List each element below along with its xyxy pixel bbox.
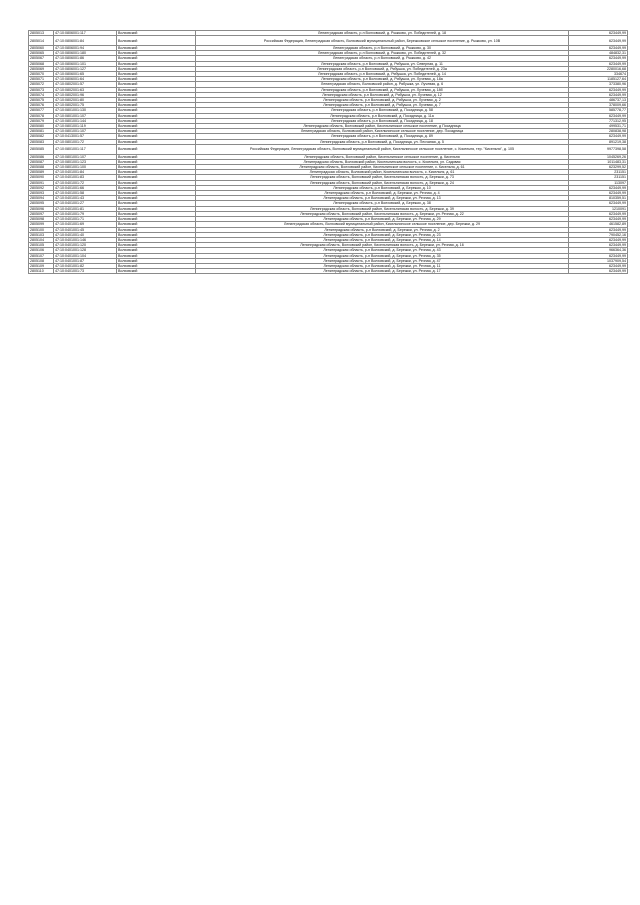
cadastral-value-cell: 623449,99 — [569, 56, 628, 61]
cadastral-number-cell: 47:10:0401001:79 — [54, 211, 117, 216]
row-id-cell: 2805110 — [29, 269, 54, 274]
district-cell: Волховский — [117, 232, 196, 237]
row-id-cell: 2805082 — [29, 134, 54, 139]
cadastral-value-cell: 113097 — [569, 180, 628, 185]
cadastral-value-cell: 484832,31 — [569, 51, 628, 56]
address-cell: Ленинградская область, р-н Волховский, д. Бережки, д. 38 — [196, 201, 569, 206]
row-id-cell: 2805070 — [29, 72, 54, 77]
address-cell: Ленинградская область, р-н Волховский, д. Рябушка, ул. Лучевая, д. 18а — [196, 77, 569, 82]
district-cell: Волховский — [117, 237, 196, 242]
address-cell: Ленинградская область, р-н Волховский, д. Бережки, ул. Речная, д. 17 — [196, 269, 569, 274]
district-cell: Волховский — [117, 196, 196, 201]
cadastral-number-cell: 47:10:0401001:104 — [54, 253, 117, 258]
cadastral-value-cell: 2280016,68 — [569, 66, 628, 71]
row-id-cell: 2805060 — [29, 46, 54, 51]
cadastral-value-cell: 790452,16 — [569, 232, 628, 237]
district-cell: Волховский — [117, 191, 196, 196]
district-cell: Волховский — [117, 201, 196, 206]
cadastral-number-cell: 47:10:0806001:180 — [54, 51, 117, 56]
cadastral-number-cell: 47:10:0801001:107 — [54, 113, 117, 118]
cadastral-value-cell: 9977398,58 — [569, 144, 628, 154]
address-cell: Российская Федерация, Ленинградская область, Волховский муниципальный район, Кисельнинское сельское поселение, с. Кисельня, тер. "Кисельня", д. 105 — [196, 144, 569, 154]
address-cell: Ленинградская область, р-н Волховский, д. Рыжково, ул. Победителей, д. 32 — [196, 51, 569, 56]
district-cell: Волховский — [117, 134, 196, 139]
district-cell: Волховский — [117, 129, 196, 134]
address-cell: Ленинградская область, р-н Волховский, д. Бережки, ул. Речная, д. 14 — [196, 237, 569, 242]
district-cell: Волховский — [117, 217, 196, 222]
address-cell: Ленинградская область, р-н Волховский, д. Бережки, ул. Речная, д. 29 — [196, 217, 569, 222]
district-cell: Волховский — [117, 77, 196, 82]
cadastral-number-cell: 47:10:0401001:84 — [54, 170, 117, 175]
address-cell: Ленинградская область, р-н Волховский, д. Бережки, ул. Речная, д. 43 — [196, 248, 569, 253]
cadastral-number-cell: 47:10:0401001:72 — [54, 180, 117, 185]
row-id-cell: 2805100 — [29, 227, 54, 232]
address-cell: Ленинградская область, р-н Волховский, д. Бережки, д. 10 — [196, 185, 569, 190]
cadastral-value-cell: 966364,36 — [569, 248, 628, 253]
row-id-cell: 2805087 — [29, 159, 54, 164]
cadastral-number-cell: 47:10:0801001:100 — [54, 165, 117, 170]
cadastral-value-cell: 623449,99 — [569, 46, 628, 51]
cadastral-number-cell: 47:10:0413001:57 — [54, 134, 117, 139]
address-cell: Ленинградская область, Волховский район, Кисельнинское сельское поселение, д. Кисельня — [196, 154, 569, 159]
address-cell: Ленинградская область, Волховский район, Кисельнинская волость, с. Кисельня, ул. Садовая — [196, 159, 569, 164]
cadastral-value-cell: 1045269,26 — [569, 154, 628, 159]
district-cell: Волховский — [117, 124, 196, 129]
row-id-cell: 2805104 — [29, 237, 54, 242]
registry-sheet — [28, 30, 626, 274]
cadastral-value-cell: 1011483,31 — [569, 159, 628, 164]
cadastral-value-cell: 231151 — [569, 175, 628, 180]
address-cell: Российская Федерация, Ленинградская область, Волховский муниципальный район, Бережковское сельское поселение, д. Рыжково, ул. 10В — [196, 36, 569, 46]
row-id-cell: 2805071 — [29, 77, 54, 82]
address-cell: Ленинградская область, Волховский район, Кисельнинская волость, д. Бережки, ул. Речная, д. 22 — [196, 211, 569, 216]
table-row — [29, 144, 628, 154]
district-cell: Волховский — [117, 175, 196, 180]
row-id-cell: 2805079 — [29, 118, 54, 123]
district-cell: Волховский — [117, 211, 196, 216]
address-cell: Ленинградская область, р-н Волховский, д. Рябушка, ул. Лучевая, д. 2 — [196, 98, 569, 103]
table-row — [29, 36, 628, 46]
row-id-cell: 2805107 — [29, 253, 54, 258]
table-row — [29, 269, 628, 274]
cadastral-number-cell: 47:10:0401001:71 — [54, 217, 117, 222]
row-id-cell: 2805089 — [29, 170, 54, 175]
cadastral-number-cell: 47:10:0806001:127 — [54, 66, 117, 71]
cadastral-number-cell: 47:10:0401001:66 — [54, 185, 117, 190]
address-cell: Ленинградская область, р-н Волховский, д. Бережки, ул. Речная, д. 47 — [196, 258, 569, 263]
cadastral-number-cell: 47:10:0401001:82 — [54, 263, 117, 268]
cadastral-value-cell: 623449,99 — [569, 185, 628, 190]
cadastral-value-cell: 891219,38 — [569, 139, 628, 144]
row-id-cell: 2805073 — [29, 87, 54, 92]
row-id-cell: 2805108 — [29, 258, 54, 263]
district-cell: Волховский — [117, 82, 196, 87]
row-id-cell: 2805094 — [29, 196, 54, 201]
cadastral-value-cell: 1037909,54 — [569, 258, 628, 263]
cadastral-value-cell: 623449,99 — [569, 113, 628, 118]
address-cell: Ленинградская область, р-н Волховский, д. Рябушка, ул. Лучевая, д. 12 — [196, 92, 569, 97]
cadastral-value-cell: 499531,71 — [569, 124, 628, 129]
district-cell: Волховский — [117, 31, 196, 36]
row-id-cell: 2805097 — [29, 211, 54, 216]
district-cell: Волховский — [117, 258, 196, 263]
address-cell: Ленинградская область, р-н Волховский, д. Рябушка, ул. Северная, д. 11 — [196, 61, 569, 66]
address-cell: Ленинградская область, р-н Волховский, д. Посадница, д. 89 — [196, 134, 569, 139]
row-id-cell: 2805103 — [29, 232, 54, 237]
cadastral-number-cell: 47:10:0801001:117 — [54, 144, 117, 154]
row-id-cell: 2805083 — [29, 139, 54, 144]
address-cell: Ленинградская область, р-н Волховский, д. Посадница, д. 11а — [196, 113, 569, 118]
cadastral-number-cell: 47:10:0401001:73 — [54, 269, 117, 274]
district-cell: Волховский — [117, 159, 196, 164]
district-cell: Волховский — [117, 248, 196, 253]
address-cell: Ленинградская область, р-н Волховский, д. Рябушка, ул. Лучевая, д. 18б — [196, 87, 569, 92]
cadastral-value-cell: 1210091 — [569, 206, 628, 211]
row-id-cell: 2805065 — [29, 51, 54, 56]
district-cell: Волховский — [117, 51, 196, 56]
district-cell: Волховский — [117, 243, 196, 248]
cadastral-number-cell: 47:10:0806001:117 — [54, 31, 117, 36]
row-id-cell: 2805109 — [29, 263, 54, 268]
district-cell: Волховский — [117, 66, 196, 71]
cadastral-value-cell: 623449,99 — [569, 36, 628, 46]
cadastral-value-cell: 373380,96 — [569, 82, 628, 87]
address-cell: Ленинградская область, р-н Волховский, д. Рыжково, д. 42 — [196, 56, 569, 61]
cadastral-number-cell: 47:10:0401001:81 — [54, 206, 117, 211]
row-id-cell: 2805090 — [29, 175, 54, 180]
cadastral-value-cell: 623449,99 — [569, 211, 628, 216]
cadastral-number-cell: 47:10:0802001:57 — [54, 82, 117, 87]
registry-table — [28, 30, 628, 274]
cadastral-value-cell: 623449,99 — [569, 237, 628, 242]
row-id-cell: 2805081 — [29, 129, 54, 134]
row-id-cell: 2805080 — [29, 124, 54, 129]
address-cell: Ленинградская область, Волховский район, Кисельнинская волость, д. Бережки, д. 73 — [196, 175, 569, 180]
row-id-cell: 2805095 — [29, 201, 54, 206]
cadastral-number-cell: 47:10:0806001:65 — [54, 72, 117, 77]
row-id-cell: 2805069 — [29, 66, 54, 71]
address-cell: Ленинградская область, р-н Волховский, д. Рябушка, ул. Лучевая, д. 7 — [196, 103, 569, 108]
cadastral-value-cell: 1185127,64 — [569, 77, 628, 82]
district-cell: Волховский — [117, 46, 196, 51]
row-id-cell: 2805076 — [29, 103, 54, 108]
cadastral-number-cell: 47:10:0401001:83 — [54, 175, 117, 180]
cadastral-value-cell: 623449,99 — [569, 61, 628, 66]
cadastral-number-cell: 47:10:0801001:123 — [54, 159, 117, 164]
cadastral-number-cell: 47:10:0801001:119 — [54, 124, 117, 129]
address-cell: Ленинградская область, р-н Волховский, д. Рыжково, ул. Победителей, д. 18 — [196, 31, 569, 36]
district-cell: Волховский — [117, 72, 196, 77]
district-cell: Волховский — [117, 36, 196, 46]
district-cell: Волховский — [117, 253, 196, 258]
district-cell: Волховский — [117, 269, 196, 274]
address-cell: Ленинградская область, Волховский район, Кисельнинская волость, д. Бережки, д. 39 — [196, 206, 569, 211]
address-cell: Ленинградская область, р-н Волховский, д. Бережки, ул. Речная, д. 23 — [196, 232, 569, 237]
cadastral-number-cell: 47:10:0801001:107 — [54, 129, 117, 134]
row-id-cell: 2805068 — [29, 61, 54, 66]
row-id-cell: 2805098 — [29, 217, 54, 222]
cadastral-number-cell: 47:10:0801001:72 — [54, 139, 117, 144]
district-cell: Волховский — [117, 87, 196, 92]
cadastral-number-cell: 47:10:0401001:27 — [54, 201, 117, 206]
district-cell: Волховский — [117, 98, 196, 103]
cadastral-value-cell: 623299,52 — [569, 165, 628, 170]
district-cell: Волховский — [117, 108, 196, 113]
address-cell: Ленинградская область, р-н Волховский, д. Посадница, ул. Песчаная, д. 5 — [196, 139, 569, 144]
cadastral-number-cell: 47:10:0801001:130 — [54, 108, 117, 113]
address-cell: Ленинградская область, Волховский район, Кисельнинская волость, д. Бережки, д. 24 — [196, 180, 569, 185]
row-id-cell: 2805072 — [29, 82, 54, 87]
cadastral-value-cell: 771312,95 — [569, 118, 628, 123]
cadastral-value-cell: 585778,77 — [569, 108, 628, 113]
cadastral-value-cell: 623449,99 — [569, 217, 628, 222]
district-cell: Волховский — [117, 103, 196, 108]
row-id-cell: 2805067 — [29, 56, 54, 61]
cadastral-number-cell: 47:10:0802001:96 — [54, 92, 117, 97]
address-cell: Ленинградская область, р-н Волховский, д. Посадница, д. 18 — [196, 118, 569, 123]
cadastral-number-cell: 47:10:0806001:86 — [54, 56, 117, 61]
district-cell: Волховский — [117, 56, 196, 61]
cadastral-value-cell: 623449,99 — [569, 243, 628, 248]
row-id-cell: 2805088 — [29, 165, 54, 170]
district-cell: Волховский — [117, 118, 196, 123]
district-cell: Волховский — [117, 154, 196, 159]
cadastral-number-cell: 47:10:0401001:43 — [54, 196, 117, 201]
cadastral-value-cell: 231151 — [569, 170, 628, 175]
district-cell: Волховский — [117, 180, 196, 185]
cadastral-value-cell: 623449,99 — [569, 201, 628, 206]
address-cell: Ленинградская область, р-н Волховский, д. Бережки, ул. Речная, д. 2 — [196, 227, 569, 232]
district-cell: Волховский — [117, 222, 196, 227]
cadastral-value-cell: 486737,13 — [569, 98, 628, 103]
row-id-cell: 2805099 — [29, 222, 54, 227]
cadastral-value-cell: 334674 — [569, 72, 628, 77]
row-id-cell: 2805105 — [29, 243, 54, 248]
cadastral-number-cell: 47:10:0806001:84 — [54, 36, 117, 46]
row-id-cell: 2805096 — [29, 206, 54, 211]
cadastral-number-cell: 47:10:0802001:63 — [54, 87, 117, 92]
district-cell: Волховский — [117, 113, 196, 118]
address-cell: Ленинградская область, р-н Волховский, д. Рябушка, ул. Победителей, д. 14 — [196, 72, 569, 77]
address-cell: Ленинградская область, Волховский район, д. Рябушка, ул. Лучевая, д. 6 — [196, 82, 569, 87]
cadastral-number-cell: 47:10:0802001:75 — [54, 103, 117, 108]
cadastral-number-cell: 47:10:0806001:101 — [54, 61, 117, 66]
address-cell: Ленинградская область, р-н Волховский, д. Бережки, ул. Речная, д. 13 — [196, 196, 569, 201]
address-cell: Ленинградская область, р-н Волховский, д. Рыжково, д. 30 — [196, 46, 569, 51]
registry-table-body — [29, 31, 628, 274]
cadastral-value-cell: 623449,99 — [569, 92, 628, 97]
cadastral-value-cell: 623449,99 — [569, 263, 628, 268]
cadastral-number-cell: 47:10:0401001:45 — [54, 227, 117, 232]
cadastral-number-cell: 47:10:0806001:64 — [54, 77, 117, 82]
cadastral-value-cell: 810359,51 — [569, 196, 628, 201]
cadastral-number-cell: 47:10:0401001:128 — [54, 248, 117, 253]
row-id-cell: 2805091 — [29, 180, 54, 185]
row-id-cell: 2805093 — [29, 191, 54, 196]
address-cell: Ленинградская область, Волховский муниципальный район, Кисельнинское сельское поселение, дер. Бережки, д. 29 — [196, 222, 569, 227]
cadastral-number-cell: 47:10:0802001:80 — [54, 98, 117, 103]
row-id-cell: 2805014 — [29, 36, 54, 46]
district-cell: Волховский — [117, 92, 196, 97]
address-cell: Ленинградская область, р-н Волховский, д. Бережки, ул. Речная, д. 4 — [196, 191, 569, 196]
cadastral-number-cell: 47:10:0401001:69 — [54, 222, 117, 227]
address-cell: Ленинградская область, р-н Волховский, д. Рябушка, ул. Победителей, д. 23а — [196, 66, 569, 71]
district-cell: Волховский — [117, 185, 196, 190]
cadastral-value-cell: 280838,98 — [569, 129, 628, 134]
cadastral-value-cell: 378009,66 — [569, 103, 628, 108]
cadastral-number-cell: 47:10:0401001:40 — [54, 232, 117, 237]
address-cell: Ленинградская область, Волховский район, Кисельнинское сельское поселение, д Посадница — [196, 124, 569, 129]
district-cell: Волховский — [117, 144, 196, 154]
cadastral-number-cell: 47:10:0401001:146 — [54, 237, 117, 242]
cadastral-value-cell: 623449,99 — [569, 31, 628, 36]
district-cell: Волховский — [117, 139, 196, 144]
district-cell: Волховский — [117, 227, 196, 232]
district-cell: Волховский — [117, 170, 196, 175]
row-id-cell: 2805085 — [29, 144, 54, 154]
cadastral-value-cell: 623449,99 — [569, 191, 628, 196]
district-cell: Волховский — [117, 165, 196, 170]
row-id-cell: 2805075 — [29, 98, 54, 103]
cadastral-number-cell: 47:10:0801001:144 — [54, 118, 117, 123]
address-cell: Ленинградская область, Волховский район, Кисельнинское сельское поселение, дер. Посадница — [196, 129, 569, 134]
row-id-cell: 2805077 — [29, 108, 54, 113]
address-cell: Ленинградская область, Волховский район, Кисельнинская волость, д. Бережки, ул. Речная, д. 16 — [196, 243, 569, 248]
district-cell: Волховский — [117, 61, 196, 66]
address-cell: Ленинградская область, р-н Волховский, д. Посадница, д. 58 — [196, 108, 569, 113]
address-cell: Ленинградская область, Волховский район, Кисельнинское сельское поселение, с. Кисельня, д. 61 — [196, 165, 569, 170]
row-id-cell: 2805106 — [29, 248, 54, 253]
row-id-cell: 2805074 — [29, 92, 54, 97]
address-cell: Ленинградская область, р-н Волховский, д. Бережки, ул. Речная, д. 11 — [196, 263, 569, 268]
row-id-cell: 2805013 — [29, 31, 54, 36]
row-id-cell: 2805092 — [29, 185, 54, 190]
cadastral-value-cell: 461582,89 — [569, 222, 628, 227]
cadastral-number-cell: 47:10:0401001:120 — [54, 243, 117, 248]
district-cell: Волховский — [117, 206, 196, 211]
cadastral-value-cell: 623449,99 — [569, 227, 628, 232]
row-id-cell: 2805086 — [29, 154, 54, 159]
cadastral-number-cell: 47:10:0401001:87 — [54, 258, 117, 263]
row-id-cell: 2805078 — [29, 113, 54, 118]
address-cell: Ленинградская область, Волховский район, Кисельнинская волость, с. Кисельня, д. 61 — [196, 170, 569, 175]
cadastral-number-cell: 47:10:0801001:107 — [54, 154, 117, 159]
cadastral-number-cell: 47:10:0401001:58 — [54, 191, 117, 196]
cadastral-value-cell: 623449,99 — [569, 269, 628, 274]
cadastral-value-cell: 623449,99 — [569, 253, 628, 258]
cadastral-value-cell: 623449,99 — [569, 87, 628, 92]
cadastral-value-cell: 623449,99 — [569, 134, 628, 139]
cadastral-number-cell: 47:10:0806001:94 — [54, 46, 117, 51]
address-cell: Ленинградская область, р-н Волховский, д. Бережки, ул. Речная, д. 35 — [196, 253, 569, 258]
district-cell: Волховский — [117, 263, 196, 268]
